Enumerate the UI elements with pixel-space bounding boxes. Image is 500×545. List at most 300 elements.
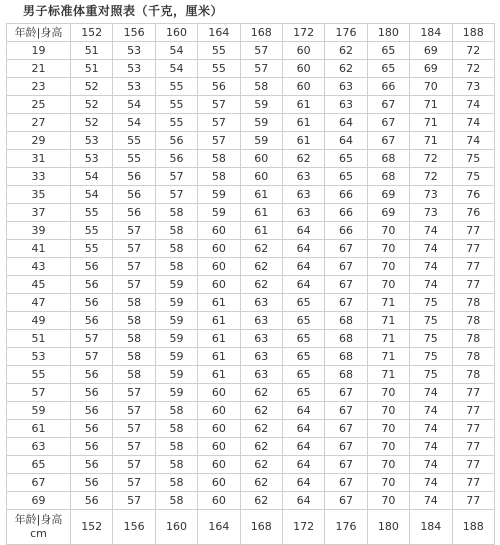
weight-cell: 57 — [198, 114, 240, 132]
weight-cell: 62 — [240, 474, 282, 492]
weight-cell: 58 — [155, 402, 197, 420]
weight-cell: 74 — [410, 258, 452, 276]
weight-cell: 52 — [71, 78, 113, 96]
weight-cell: 61 — [282, 114, 324, 132]
header-row — [7, 24, 495, 42]
weight-cell: 60 — [198, 240, 240, 258]
weight-cell: 54 — [71, 168, 113, 186]
weight-cell: 58 — [155, 240, 197, 258]
weight-cell: 55 — [71, 240, 113, 258]
age-cell: 65 — [7, 456, 71, 474]
weight-cell: 74 — [410, 384, 452, 402]
weight-cell: 75 — [410, 348, 452, 366]
weight-cell: 67 — [325, 420, 367, 438]
weight-cell: 56 — [113, 168, 155, 186]
weight-cell: 60 — [198, 438, 240, 456]
weight-cell: 53 — [71, 150, 113, 168]
weight-cell: 64 — [282, 240, 324, 258]
table-row — [7, 348, 495, 366]
height-header: 160 — [155, 24, 197, 42]
weight-cell: 63 — [282, 168, 324, 186]
weight-cell: 74 — [452, 96, 494, 114]
age-cell: 41 — [7, 240, 71, 258]
height-footer: 168 — [240, 510, 282, 545]
table-row — [7, 60, 495, 78]
weight-cell: 58 — [155, 438, 197, 456]
table-row — [7, 402, 495, 420]
page-title: 男子标准体重对照表（千克，厘米） — [23, 4, 224, 18]
weight-cell: 55 — [71, 222, 113, 240]
weight-cell: 60 — [282, 60, 324, 78]
table-row — [7, 96, 495, 114]
weight-cell: 56 — [71, 492, 113, 510]
weight-cell: 64 — [282, 420, 324, 438]
weight-cell: 62 — [240, 276, 282, 294]
weight-cell: 62 — [240, 258, 282, 276]
weight-cell: 59 — [240, 96, 282, 114]
weight-cell: 72 — [452, 42, 494, 60]
weight-cell: 71 — [367, 330, 409, 348]
weight-cell: 78 — [452, 330, 494, 348]
weight-cell: 59 — [155, 330, 197, 348]
weight-cell: 52 — [71, 96, 113, 114]
weight-cell: 58 — [113, 366, 155, 384]
weight-cell: 57 — [198, 96, 240, 114]
weight-cell: 66 — [325, 186, 367, 204]
weight-cell: 64 — [282, 492, 324, 510]
weight-cell: 73 — [452, 78, 494, 96]
weight-cell: 78 — [452, 366, 494, 384]
weight-cell: 69 — [410, 60, 452, 78]
age-cell: 63 — [7, 438, 71, 456]
weight-cell: 61 — [198, 312, 240, 330]
weight-cell: 68 — [367, 150, 409, 168]
table-body — [7, 42, 495, 510]
weight-cell: 67 — [325, 240, 367, 258]
weight-cell: 64 — [282, 474, 324, 492]
weight-cell: 62 — [282, 150, 324, 168]
age-cell: 55 — [7, 366, 71, 384]
table-row — [7, 330, 495, 348]
weight-cell: 70 — [367, 420, 409, 438]
age-cell: 29 — [7, 132, 71, 150]
weight-cell: 66 — [325, 204, 367, 222]
age-cell: 59 — [7, 402, 71, 420]
weight-cell: 64 — [282, 402, 324, 420]
weight-cell: 74 — [410, 222, 452, 240]
weight-cell: 58 — [113, 294, 155, 312]
table-row — [7, 114, 495, 132]
weight-cell: 74 — [452, 114, 494, 132]
weight-cell: 74 — [410, 240, 452, 258]
weight-cell: 69 — [410, 42, 452, 60]
weight-cell: 77 — [452, 456, 494, 474]
weight-cell: 57 — [113, 258, 155, 276]
weight-cell: 64 — [282, 222, 324, 240]
weight-cell: 56 — [71, 366, 113, 384]
table-row — [7, 222, 495, 240]
weight-cell: 56 — [71, 294, 113, 312]
weight-cell: 56 — [113, 204, 155, 222]
footer-label-unit: cm — [30, 527, 47, 540]
weight-cell: 64 — [282, 258, 324, 276]
weight-cell: 56 — [71, 312, 113, 330]
weight-cell: 68 — [325, 348, 367, 366]
weight-cell: 61 — [198, 294, 240, 312]
weight-cell: 67 — [325, 402, 367, 420]
weight-cell: 60 — [198, 456, 240, 474]
weight-cell: 73 — [410, 204, 452, 222]
weight-cell: 74 — [452, 132, 494, 150]
height-header: 176 — [325, 24, 367, 42]
weight-cell: 53 — [113, 60, 155, 78]
weight-cell: 69 — [367, 186, 409, 204]
table-row — [7, 258, 495, 276]
height-footer: 160 — [155, 510, 197, 545]
table-row — [7, 438, 495, 456]
weight-cell: 77 — [452, 258, 494, 276]
weight-cell: 70 — [367, 438, 409, 456]
weight-cell: 70 — [367, 402, 409, 420]
weight-cell: 60 — [198, 384, 240, 402]
weight-cell: 62 — [240, 420, 282, 438]
weight-cell: 68 — [367, 168, 409, 186]
height-header: 180 — [367, 24, 409, 42]
age-cell: 61 — [7, 420, 71, 438]
weight-cell: 72 — [410, 150, 452, 168]
weight-cell: 60 — [282, 42, 324, 60]
weight-cell: 61 — [240, 186, 282, 204]
weight-cell: 56 — [71, 456, 113, 474]
weight-cell: 74 — [410, 474, 452, 492]
height-footer: 188 — [452, 510, 494, 545]
weight-cell: 58 — [155, 222, 197, 240]
weight-cell: 78 — [452, 312, 494, 330]
weight-cell: 62 — [240, 240, 282, 258]
weight-cell: 65 — [282, 312, 324, 330]
weight-cell: 77 — [452, 492, 494, 510]
weight-cell: 65 — [282, 330, 324, 348]
height-header: 172 — [282, 24, 324, 42]
weight-cell: 65 — [325, 150, 367, 168]
table-row — [7, 78, 495, 96]
weight-cell: 75 — [410, 366, 452, 384]
weight-cell: 54 — [113, 114, 155, 132]
weight-cell: 61 — [282, 96, 324, 114]
weight-cell: 67 — [367, 114, 409, 132]
weight-cell: 56 — [71, 438, 113, 456]
weight-cell: 58 — [155, 492, 197, 510]
height-header: 184 — [410, 24, 452, 42]
weight-cell: 74 — [410, 438, 452, 456]
weight-cell: 59 — [240, 114, 282, 132]
weight-cell: 63 — [240, 330, 282, 348]
weight-cell: 70 — [367, 276, 409, 294]
weight-cell: 78 — [452, 294, 494, 312]
weight-cell: 72 — [410, 168, 452, 186]
weight-cell: 67 — [367, 132, 409, 150]
weight-cell: 74 — [410, 492, 452, 510]
weight-cell: 56 — [71, 384, 113, 402]
weight-cell: 59 — [155, 294, 197, 312]
height-footer: 184 — [410, 510, 452, 545]
weight-cell: 74 — [410, 276, 452, 294]
table-row — [7, 474, 495, 492]
weight-cell: 64 — [282, 276, 324, 294]
weight-cell: 67 — [325, 384, 367, 402]
weight-cell: 55 — [198, 42, 240, 60]
weight-cell: 63 — [325, 96, 367, 114]
weight-cell: 56 — [71, 402, 113, 420]
weight-cell: 71 — [367, 366, 409, 384]
weight-cell: 61 — [240, 204, 282, 222]
weight-cell: 75 — [410, 294, 452, 312]
weight-cell: 77 — [452, 402, 494, 420]
weight-cell: 57 — [240, 42, 282, 60]
weight-cell: 60 — [198, 492, 240, 510]
height-footer: 180 — [367, 510, 409, 545]
weight-cell: 57 — [113, 474, 155, 492]
weight-cell: 53 — [113, 42, 155, 60]
weight-cell: 69 — [367, 204, 409, 222]
age-cell: 53 — [7, 348, 71, 366]
weight-cell: 70 — [367, 222, 409, 240]
weight-cell: 57 — [113, 492, 155, 510]
weight-cell: 65 — [282, 348, 324, 366]
table-row — [7, 384, 495, 402]
table-row — [7, 420, 495, 438]
age-cell: 21 — [7, 60, 71, 78]
weight-cell: 55 — [198, 60, 240, 78]
weight-cell: 55 — [113, 150, 155, 168]
footer-row — [7, 510, 495, 545]
height-header: 168 — [240, 24, 282, 42]
weight-cell: 78 — [452, 348, 494, 366]
weight-cell: 70 — [367, 258, 409, 276]
age-cell: 45 — [7, 276, 71, 294]
weight-cell: 62 — [240, 402, 282, 420]
weight-cell: 65 — [282, 294, 324, 312]
weight-cell: 56 — [155, 132, 197, 150]
weight-cell: 60 — [198, 420, 240, 438]
weight-cell: 59 — [155, 276, 197, 294]
weight-cell: 64 — [325, 132, 367, 150]
weight-cell: 64 — [282, 438, 324, 456]
weight-cell: 67 — [325, 492, 367, 510]
weight-cell: 67 — [325, 474, 367, 492]
weight-cell: 77 — [452, 222, 494, 240]
weight-cell: 71 — [410, 132, 452, 150]
weight-cell: 51 — [71, 60, 113, 78]
age-cell: 37 — [7, 204, 71, 222]
weight-cell: 70 — [410, 78, 452, 96]
weight-cell: 65 — [282, 384, 324, 402]
weight-cell: 66 — [367, 78, 409, 96]
weight-cell: 77 — [452, 384, 494, 402]
age-cell: 47 — [7, 294, 71, 312]
weight-cell: 67 — [325, 438, 367, 456]
weight-cell: 61 — [198, 348, 240, 366]
weight-cell: 57 — [71, 330, 113, 348]
weight-cell: 58 — [198, 168, 240, 186]
weight-cell: 58 — [155, 204, 197, 222]
weight-cell: 65 — [325, 168, 367, 186]
weight-cell: 56 — [71, 276, 113, 294]
weight-cell: 62 — [240, 384, 282, 402]
weight-cell: 77 — [452, 276, 494, 294]
weight-cell: 56 — [198, 78, 240, 96]
weight-cell: 77 — [452, 438, 494, 456]
weight-cell: 60 — [198, 276, 240, 294]
weight-cell: 70 — [367, 474, 409, 492]
weight-cell: 63 — [282, 204, 324, 222]
weight-cell: 63 — [240, 312, 282, 330]
weight-cell: 62 — [240, 456, 282, 474]
height-header: 188 — [452, 24, 494, 42]
weight-cell: 60 — [198, 474, 240, 492]
weight-cell: 52 — [71, 114, 113, 132]
weight-cell: 62 — [325, 60, 367, 78]
weight-cell: 56 — [155, 150, 197, 168]
weight-cell: 55 — [113, 132, 155, 150]
weight-cell: 65 — [367, 42, 409, 60]
weight-cell: 57 — [240, 60, 282, 78]
table-row — [7, 294, 495, 312]
weight-cell: 59 — [155, 312, 197, 330]
weight-cell: 63 — [240, 294, 282, 312]
weight-cell: 57 — [113, 456, 155, 474]
height-footer: 152 — [71, 510, 113, 545]
weight-cell: 58 — [155, 258, 197, 276]
weight-cell: 65 — [282, 366, 324, 384]
weight-cell: 57 — [155, 168, 197, 186]
weight-cell: 77 — [452, 240, 494, 258]
age-cell: 51 — [7, 330, 71, 348]
age-cell: 27 — [7, 114, 71, 132]
weight-cell: 68 — [325, 330, 367, 348]
weight-cell: 62 — [325, 42, 367, 60]
weight-cell: 67 — [325, 258, 367, 276]
weight-cell: 59 — [155, 384, 197, 402]
table-row — [7, 150, 495, 168]
weight-cell: 77 — [452, 474, 494, 492]
table-row — [7, 492, 495, 510]
weight-cell: 58 — [240, 78, 282, 96]
weight-cell: 59 — [155, 366, 197, 384]
weight-cell: 74 — [410, 456, 452, 474]
age-cell: 57 — [7, 384, 71, 402]
weight-cell: 67 — [325, 294, 367, 312]
weight-cell: 56 — [71, 420, 113, 438]
weight-cell: 55 — [155, 78, 197, 96]
weight-cell: 72 — [452, 60, 494, 78]
age-cell: 25 — [7, 96, 71, 114]
weight-cell: 60 — [198, 222, 240, 240]
age-cell: 49 — [7, 312, 71, 330]
weight-cell: 73 — [410, 186, 452, 204]
age-cell: 67 — [7, 474, 71, 492]
weight-cell: 57 — [113, 438, 155, 456]
weight-cell: 57 — [113, 384, 155, 402]
age-cell: 23 — [7, 78, 71, 96]
weight-cell: 64 — [325, 114, 367, 132]
weight-cell: 63 — [282, 186, 324, 204]
table-row — [7, 168, 495, 186]
height-footer: 156 — [113, 510, 155, 545]
height-header: 156 — [113, 24, 155, 42]
weight-cell: 57 — [113, 276, 155, 294]
table-row — [7, 42, 495, 60]
weight-cell: 54 — [155, 60, 197, 78]
corner-label: 年龄|身高 — [7, 24, 71, 42]
weight-cell: 75 — [452, 168, 494, 186]
weight-cell: 57 — [113, 420, 155, 438]
weight-cell: 66 — [325, 222, 367, 240]
weight-cell: 56 — [71, 258, 113, 276]
weight-cell: 67 — [325, 276, 367, 294]
age-cell: 19 — [7, 42, 71, 60]
weight-cell: 56 — [113, 186, 155, 204]
weight-cell: 57 — [71, 348, 113, 366]
weight-cell: 70 — [367, 384, 409, 402]
table-row — [7, 186, 495, 204]
weight-cell: 61 — [198, 330, 240, 348]
weight-cell: 62 — [240, 438, 282, 456]
weight-cell: 63 — [240, 348, 282, 366]
weight-cell: 75 — [410, 330, 452, 348]
weight-cell: 71 — [410, 96, 452, 114]
weight-cell: 55 — [155, 96, 197, 114]
weight-cell: 57 — [198, 132, 240, 150]
weight-cell: 75 — [410, 312, 452, 330]
weight-cell: 58 — [198, 150, 240, 168]
weight-cell: 67 — [325, 456, 367, 474]
table-row — [7, 132, 495, 150]
weight-cell: 70 — [367, 492, 409, 510]
weight-cell: 62 — [240, 492, 282, 510]
weight-cell: 74 — [410, 420, 452, 438]
weight-cell: 74 — [410, 402, 452, 420]
weight-cell: 59 — [240, 132, 282, 150]
footer-corner-label — [7, 510, 71, 545]
weight-cell: 68 — [325, 312, 367, 330]
age-cell: 35 — [7, 186, 71, 204]
table-row — [7, 312, 495, 330]
weight-cell: 70 — [367, 456, 409, 474]
weight-cell: 59 — [155, 348, 197, 366]
age-cell: 69 — [7, 492, 71, 510]
age-cell: 39 — [7, 222, 71, 240]
weight-cell: 71 — [367, 312, 409, 330]
weight-table — [6, 23, 495, 545]
weight-cell: 55 — [155, 114, 197, 132]
age-cell: 31 — [7, 150, 71, 168]
table-row — [7, 276, 495, 294]
weight-cell: 63 — [240, 366, 282, 384]
weight-cell: 54 — [155, 42, 197, 60]
weight-cell: 71 — [367, 348, 409, 366]
weight-cell: 61 — [240, 222, 282, 240]
weight-cell: 61 — [282, 132, 324, 150]
height-footer: 172 — [282, 510, 324, 545]
table-row — [7, 204, 495, 222]
weight-cell: 54 — [71, 186, 113, 204]
weight-cell: 55 — [71, 204, 113, 222]
weight-cell: 53 — [71, 132, 113, 150]
weight-cell: 57 — [113, 402, 155, 420]
weight-cell: 71 — [367, 294, 409, 312]
weight-cell: 60 — [282, 78, 324, 96]
